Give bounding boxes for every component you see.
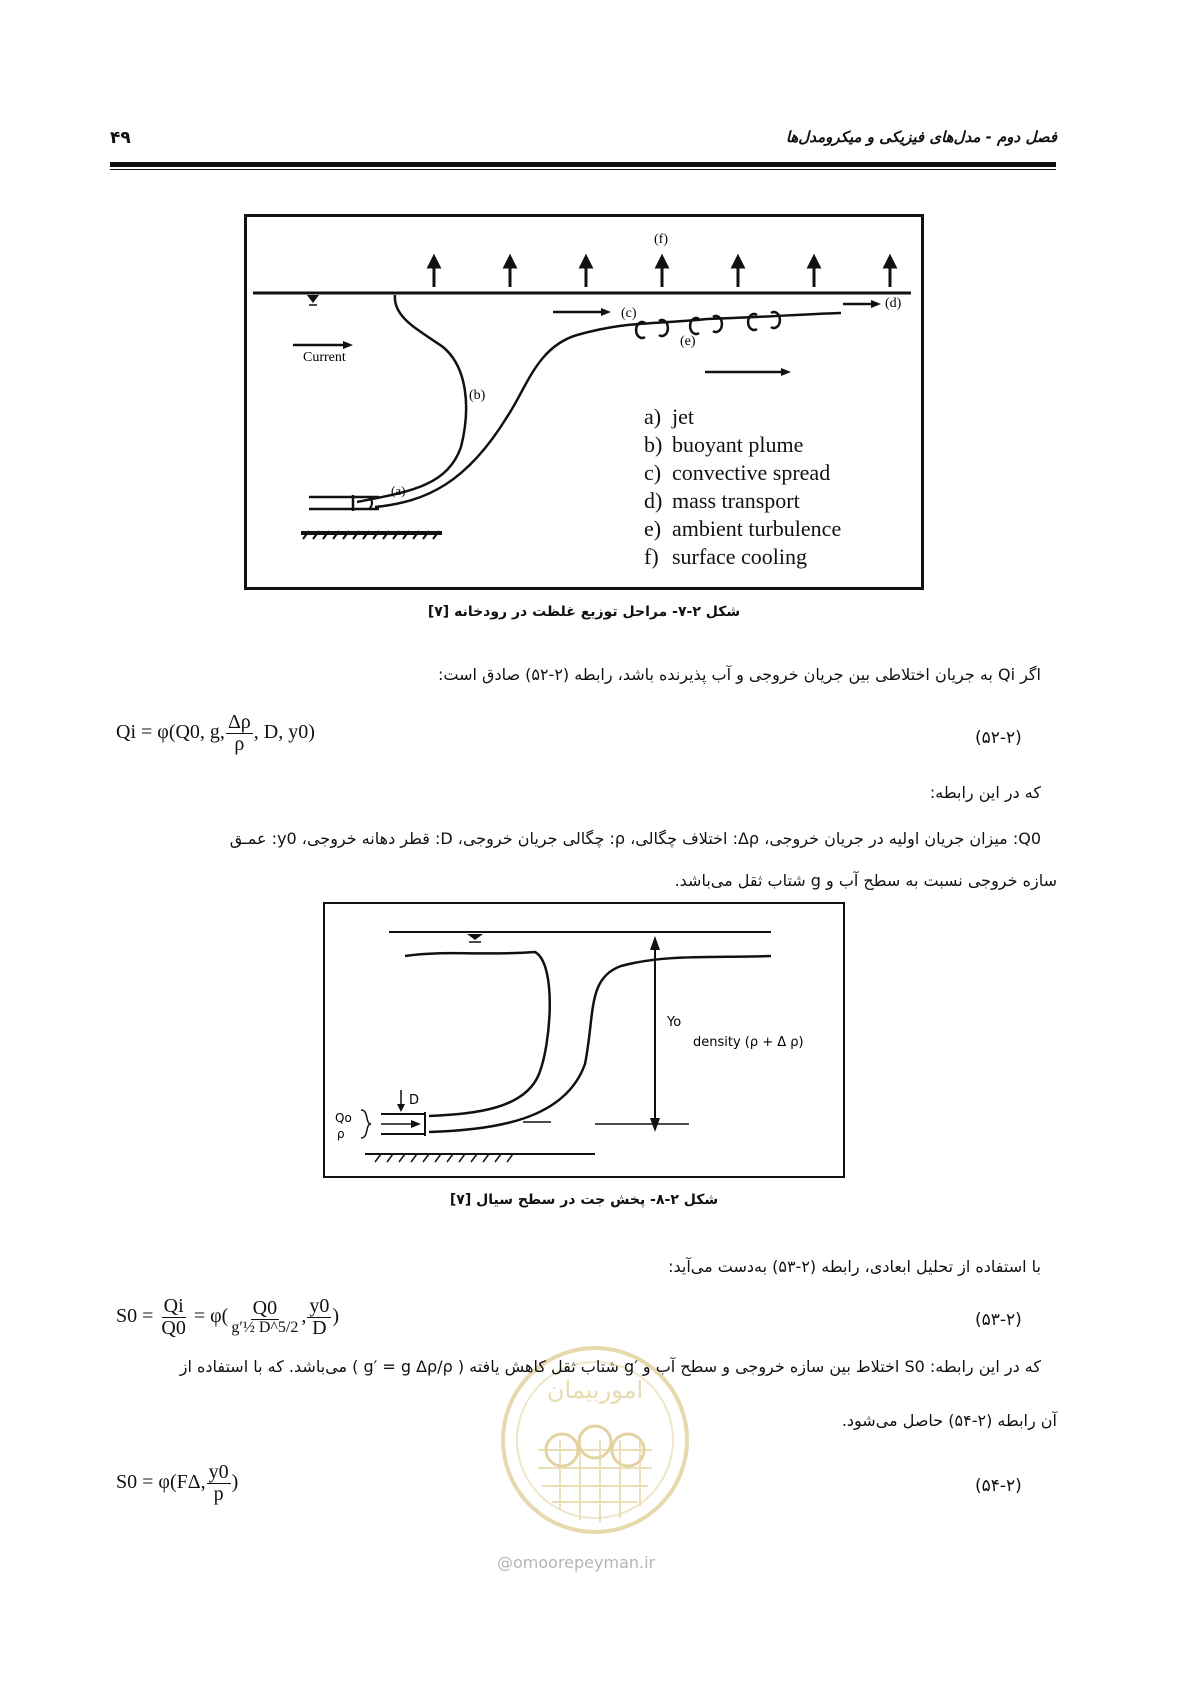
- watermark-site: @omoorepeyman.ir: [497, 1553, 656, 1572]
- surface-cooling-arrows: [429, 257, 895, 287]
- label-d: (d): [885, 296, 902, 311]
- label-a: (a): [391, 483, 406, 498]
- chapter-title: فصل دوم - مدل‌های فیزیکی و میکرومدل‌ها: [785, 128, 1057, 146]
- paragraph: با استفاده از تحلیل ابعادی، رابطه (۲-۵۳) به‌دست می‌آید:: [668, 1257, 1041, 1276]
- legend-item: a) jet: [644, 404, 694, 429]
- paragraph: سازه خروجی نسبت به سطح آب و g شتاب ثقل می‌باشد.: [674, 871, 1057, 890]
- label-yo: Yo: [667, 1015, 682, 1030]
- equation-number-54: (۵۴-۲): [975, 1476, 1022, 1496]
- figure-river-plume: [244, 214, 924, 590]
- label-c: (c): [621, 306, 637, 321]
- figure2-caption: شکل ۲-۸- پخش جت در سطح سیال [۷]: [449, 1192, 719, 1208]
- label-e: (e): [680, 334, 696, 349]
- equation-53: S0 = $\frac{Qi}{Q0}$ = φ( $\frac{Q0}{\text{g′½ D\textasciicircum{}5/2}}$ , $\frac{y0}{D}$ ): [116, 1295, 340, 1339]
- equation-number-52: (۵۲-۲): [975, 728, 1022, 748]
- label-Qo: Qo: [335, 1111, 352, 1125]
- label-current: Current: [303, 350, 346, 365]
- legend-item: f) surface cooling: [644, 544, 807, 569]
- equation-52: Qi = φ(Q0, g, $\frac{\Delta\rho}{\rho}$ , D, y0): [116, 711, 315, 755]
- paragraph: Q0: میزان جریان اولیه در جریان خروجی، Δρ: اختلاف چگالی، ρ: چگالی جریان خروجی، D: قطر دهانه خروجی، y0: عمـق: [229, 829, 1041, 848]
- paragraph: که در این رابطه:: [929, 783, 1041, 802]
- label-D: D: [409, 1093, 420, 1108]
- label-rho: ρ: [337, 1127, 345, 1141]
- label-f: (f): [654, 232, 668, 247]
- header-rule-thin: [110, 169, 1056, 170]
- page-number: ۴۹: [110, 128, 131, 148]
- jet-diagram: [325, 904, 843, 1176]
- water-level-symbol: [307, 295, 319, 303]
- figure1-caption: شکل ۲-۷- مراحل توزیع غلظت در رودخانه [۷]: [427, 604, 741, 620]
- paragraph: اگر Qi به جریان اختلاطی بین جریان خروجی و آب پذیرنده باشد، رابطه (۲-۵۲) صادق است:: [437, 665, 1041, 684]
- paragraph: آن رابطه (۲-۵۴) حاصل می‌شود.: [841, 1411, 1057, 1430]
- legend-item: b) buoyant plume: [644, 432, 804, 457]
- legend-item: e) ambient turbulence: [644, 516, 842, 541]
- label-b: (b): [469, 388, 486, 403]
- header-rule-thick: [110, 162, 1056, 167]
- paragraph: که در این رابطه: S0 اختلاط بین سازه خروجی و سطح آب و ′g شتاب ثقل کاهش یافته ( g′ = g Δρ/ρ ) می‌باشد. که با استفاده از: [179, 1357, 1041, 1376]
- watermark-brand: اموربیمان: [546, 1376, 644, 1404]
- jet-upper-edge: [405, 952, 550, 1116]
- legend-item: c) convective spread: [644, 460, 831, 485]
- legend-item: d) mass transport: [644, 488, 800, 513]
- label-density: density (ρ + Δ ρ): [693, 1035, 804, 1050]
- figure1-legend: [644, 403, 841, 571]
- equation-54: S0 = φ(FΔ, $\frac{y0}{p}$ ): [116, 1461, 239, 1505]
- plume-upper-edge: [357, 295, 466, 502]
- equation-number-53: (۵۳-۲): [975, 1310, 1022, 1330]
- figure-jet-spread: [323, 902, 845, 1178]
